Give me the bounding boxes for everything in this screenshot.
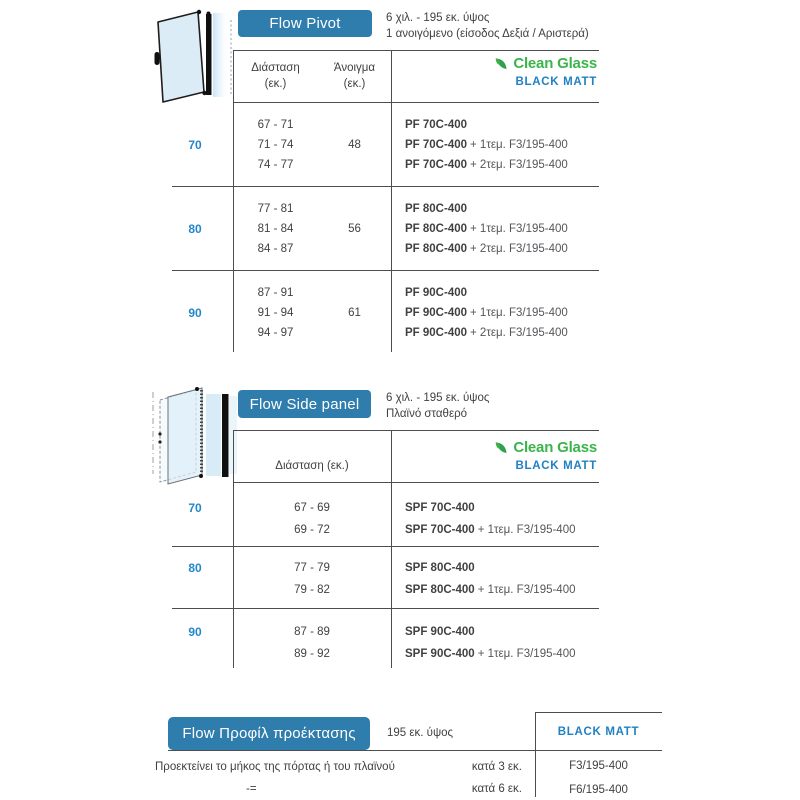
product-row — [405, 285, 470, 301]
side-specs — [386, 391, 489, 422]
profile-code: F6/195-400 — [569, 784, 628, 796]
dimension-range: 77 - 79 — [294, 562, 330, 574]
product-code: PF 80C-400 — [405, 203, 468, 215]
product-code: SPF 90C-400 — [405, 626, 475, 638]
product-row — [405, 157, 568, 173]
column-header-dimension: Διάσταση (εκ.) — [251, 62, 300, 90]
size-label: 70 — [188, 138, 202, 152]
divider-line — [172, 608, 599, 609]
product-row — [405, 201, 470, 217]
divider-line — [391, 430, 392, 668]
profile-amount: κατά 3 εκ. — [471, 761, 522, 773]
product-code: PF 90C-400 — [405, 307, 468, 319]
profile-desc: Προεκτείνει το μήκος της πόρτας ή του πλαϊνού — [155, 761, 395, 773]
divider-line — [233, 482, 599, 483]
brand-clean-glass: Clean Glass — [513, 55, 597, 72]
product-addon: + 2τεμ. F3/195-400 — [470, 159, 568, 171]
product-row — [405, 582, 576, 598]
spec-line: 6 χιλ. - 195 εκ. ύψος — [386, 12, 490, 24]
dimension-range: 71 - 74 — [257, 139, 294, 151]
divider-line — [535, 712, 536, 797]
dimension-range: 87 - 89 — [294, 626, 330, 638]
dimension-range: 94 - 97 — [257, 327, 294, 339]
divider-line — [233, 102, 599, 103]
product-code: PF 90C-400 — [405, 327, 468, 339]
dimension-range: 87 - 91 — [257, 287, 294, 299]
dimension-range: 89 - 92 — [294, 648, 330, 660]
product-row — [405, 325, 568, 341]
leaf-icon — [495, 440, 508, 458]
column-header-opening: Άνοιγμα (εκ.) — [333, 62, 376, 90]
dimension-range: 79 - 82 — [294, 584, 330, 596]
column-header-dimension: Διάσταση (εκ.) — [275, 460, 349, 472]
divider-line — [233, 50, 599, 51]
dimension-range: 81 - 84 — [257, 223, 294, 235]
brand-clean-glass: Clean Glass — [513, 439, 597, 456]
product-code: SPF 90C-400 — [405, 648, 475, 660]
section-title: Flow Προφίλ προέκτασης — [182, 725, 356, 742]
opening-value: 61 — [348, 307, 361, 319]
size-label: 90 — [188, 625, 202, 639]
product-row — [405, 500, 478, 516]
product-code: PF 90C-400 — [405, 287, 468, 299]
product-code: SPF 80C-400 — [405, 584, 475, 596]
product-row — [405, 137, 568, 153]
product-code: PF 70C-400 — [405, 139, 468, 151]
product-row — [405, 241, 568, 257]
profile-code: F3/195-400 — [569, 760, 628, 772]
product-addon: + 1τεμ. F3/195-400 — [470, 223, 568, 235]
pivot-title-badge — [238, 10, 372, 37]
divider-line — [172, 270, 599, 271]
product-row — [405, 305, 568, 321]
dimension-range: 69 - 72 — [294, 524, 330, 536]
divider-line — [233, 430, 599, 431]
product-addon: + 2τεμ. F3/195-400 — [470, 243, 568, 255]
product-row — [405, 117, 470, 133]
product-addon: + 1τεμ. F3/195-400 — [470, 307, 568, 319]
brand-black-matt: BLACK MATT — [515, 460, 597, 472]
divider-line — [535, 712, 662, 713]
leaf-icon — [495, 56, 508, 74]
dimension-range: 74 - 77 — [257, 159, 294, 171]
product-addon: + 1τεμ. F3/195-400 — [470, 139, 568, 151]
product-code: SPF 70C-400 — [405, 502, 475, 514]
size-label: 80 — [188, 561, 202, 575]
product-row — [405, 221, 568, 237]
side-title-badge — [238, 390, 371, 418]
section-title: Flow Pivot — [269, 15, 341, 32]
product-code: PF 80C-400 — [405, 223, 468, 235]
divider-line — [168, 750, 662, 751]
divider-line — [172, 186, 599, 187]
dimension-range: 91 - 94 — [257, 307, 294, 319]
pivot-door-illustration — [150, 2, 238, 114]
product-code: SPF 70C-400 — [405, 524, 475, 536]
dimension-range: 77 - 81 — [257, 203, 294, 215]
product-row — [405, 560, 478, 576]
divider-line — [172, 546, 599, 547]
side-panel-illustration — [148, 382, 240, 492]
brand-black-matt: BLACK MATT — [515, 76, 597, 88]
section-title: Flow Side panel — [249, 395, 360, 413]
divider-line — [391, 50, 392, 352]
profile-specs — [387, 726, 453, 742]
opening-value: 56 — [348, 223, 361, 235]
product-code: PF 70C-400 — [405, 119, 468, 131]
product-code: PF 70C-400 — [405, 159, 468, 171]
product-addon: + 2τεμ. F3/195-400 — [470, 327, 568, 339]
size-label: 80 — [188, 222, 202, 236]
profile-title-badge — [168, 717, 370, 750]
product-addon: + 1τεμ. F3/195-400 — [477, 648, 576, 660]
dimension-range: 67 - 71 — [257, 119, 294, 131]
size-label: 90 — [188, 306, 202, 320]
product-row — [405, 646, 576, 662]
spec-line: 195 εκ. ύψος — [387, 727, 454, 739]
spec-line: 1 ανοιγόμενο (είσοδος Δεξιά / Αριστερά) — [386, 27, 589, 40]
brand-block — [430, 55, 597, 91]
profile-amount: κατά 6 εκ. — [471, 783, 522, 795]
product-addon: + 1τεμ. F3/195-400 — [477, 584, 576, 596]
size-label: 70 — [188, 501, 202, 515]
opening-value: 48 — [348, 139, 361, 151]
spec-line: Πλαϊνό σταθερό — [386, 407, 468, 420]
product-row — [405, 624, 478, 640]
product-code: SPF 80C-400 — [405, 562, 475, 574]
product-code: PF 80C-400 — [405, 243, 468, 255]
ditto-mark: -= — [246, 783, 257, 795]
dimension-range: 84 - 87 — [257, 243, 294, 255]
product-row — [405, 522, 576, 538]
pivot-specs — [386, 11, 589, 42]
brand-black-matt: BLACK MATT — [557, 726, 640, 738]
brand-block — [430, 439, 597, 475]
dimension-range: 67 - 69 — [294, 502, 330, 514]
spec-line: 6 χιλ. - 195 εκ. ύψος — [386, 392, 490, 404]
product-addon: + 1τεμ. F3/195-400 — [477, 524, 576, 536]
